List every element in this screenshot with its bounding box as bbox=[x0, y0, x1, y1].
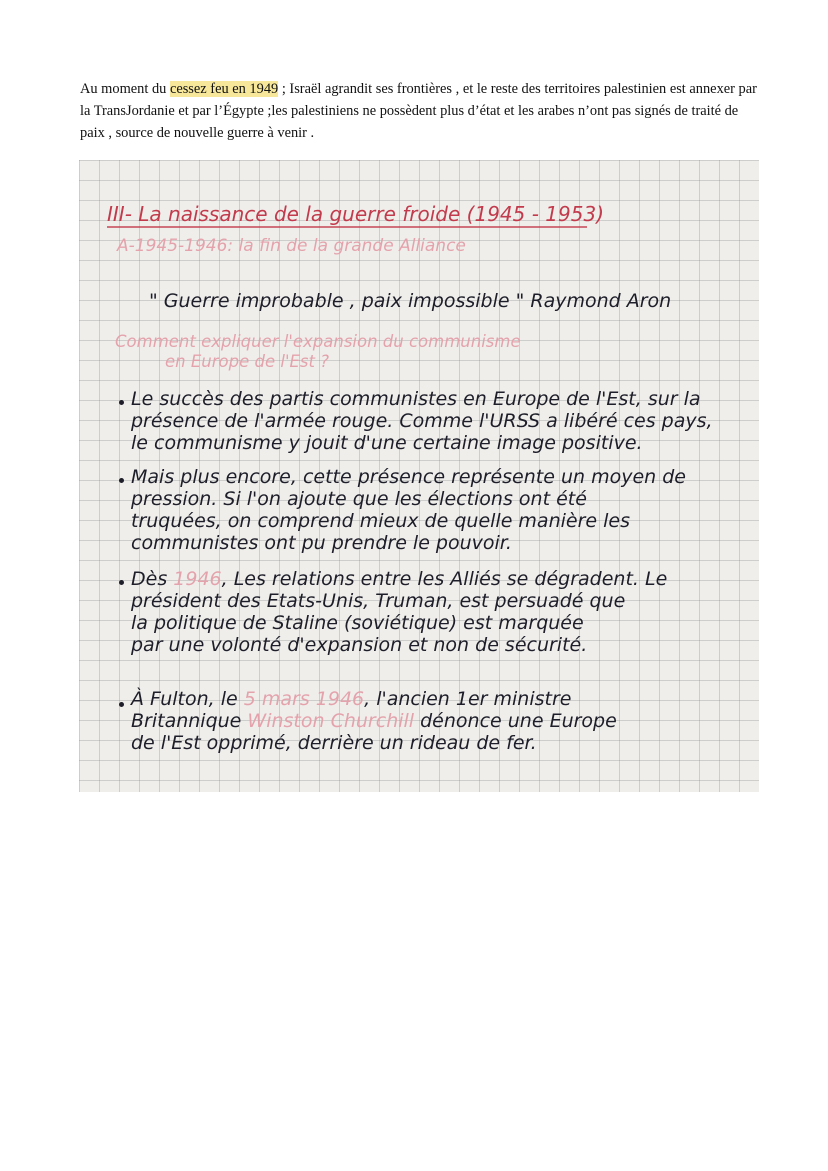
paragraph-3-text: Dès bbox=[131, 568, 174, 590]
title-underline bbox=[107, 226, 587, 228]
intro-text-start: Au moment du bbox=[80, 81, 170, 97]
paragraph-3 bbox=[131, 568, 731, 656]
bullet-2 bbox=[119, 478, 124, 483]
paragraph-4-line-3: de l'Est opprimé, derrière un rideau de fer. bbox=[131, 732, 537, 754]
paragraph-2-line: pression. Si l'on ajoute que les élections ont été bbox=[131, 488, 587, 510]
paragraph-4 bbox=[131, 688, 731, 754]
paragraph-2 bbox=[131, 466, 731, 554]
bullet-4 bbox=[119, 702, 124, 707]
winston-churchill: Winston Churchill bbox=[247, 710, 415, 732]
paragraph-3-line-1 bbox=[131, 568, 731, 590]
paragraph-2-line: truquées, on comprend mieux de quelle manière les bbox=[131, 510, 630, 532]
paragraph-4-line-1 bbox=[131, 688, 731, 710]
paragraph-4-line-2 bbox=[131, 710, 731, 732]
notes-question-line2: en Europe de l'Est ? bbox=[165, 352, 329, 371]
paragraph-1-line: présence de l'armée rouge. Comme l'URSS a libéré ces pays, bbox=[131, 410, 713, 432]
notes-quote: " Guerre improbable , paix impossible " Raymond Aron bbox=[149, 290, 672, 312]
date-5-mars-1946: 5 mars 1946 bbox=[243, 688, 365, 710]
notes-question-line1: Comment expliquer l'expansion du communisme bbox=[115, 332, 521, 351]
paragraph-3-line-2: président des Etats-Unis, Truman, est persuadé que bbox=[131, 590, 626, 612]
paragraph-3-line-4: par une volonté d'expansion et non de sécurité. bbox=[131, 634, 588, 656]
notes-subtitle: A-1945-1946: la fin de la grande Alliance bbox=[117, 236, 466, 256]
paragraph-1 bbox=[131, 388, 731, 454]
paragraph-1-line: Le succès des partis communistes en Europe de l'Est, sur la bbox=[131, 388, 701, 410]
bullet-1 bbox=[119, 400, 124, 405]
handwritten-notes-photo bbox=[79, 160, 759, 792]
paragraph-2-line: Mais plus encore, cette présence représente un moyen de bbox=[131, 466, 686, 488]
paragraph-3-text: , Les relations entre les Alliés se dégradent. Le bbox=[221, 568, 668, 590]
paragraph-2-line: communistes ont pu prendre le pouvoir. bbox=[131, 532, 512, 554]
bullet-3 bbox=[119, 580, 124, 585]
paragraph-4-text: Britannique bbox=[131, 710, 248, 732]
paragraph-3-line-3: la politique de Staline (soviétique) est marquée bbox=[131, 612, 584, 634]
paragraph-4-text: dénonce une Europe bbox=[414, 710, 617, 732]
intro-paragraph bbox=[80, 78, 760, 144]
notes-title: III- La naissance de la guerre froide (1945 - 1953) bbox=[107, 202, 605, 226]
highlighted-date: cessez feu en 1949 bbox=[169, 81, 279, 97]
paragraph-4-text: À Fulton, le bbox=[131, 688, 244, 710]
paragraph-4-text: , l'ancien 1er ministre bbox=[364, 688, 572, 710]
year-1946: 1946 bbox=[173, 568, 222, 590]
paragraph-1-line: le communisme y jouit d'une certaine image positive. bbox=[131, 432, 643, 454]
intro-text-rest: ; Israël agrandit ses frontières , et le reste des territoires palestinien est annexer par la TransJordanie et par l’Égypte ;les palestiniens ne possèdent plus d’état et les arabes n’ont pas signés de traité de paix , source de nouvelle guerre à venir . bbox=[80, 81, 757, 141]
